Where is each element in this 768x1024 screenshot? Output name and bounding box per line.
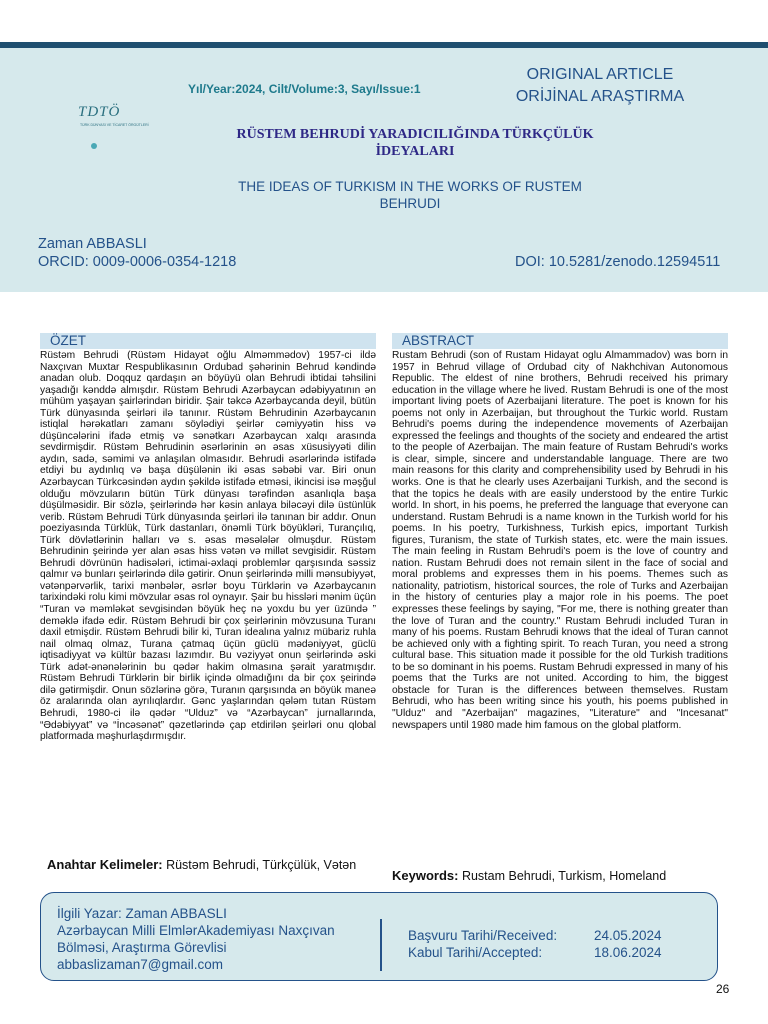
corresponding-author: İlgili Yazar: Zaman ABBASLI bbox=[57, 906, 227, 921]
received-date: 24.05.2024 bbox=[594, 928, 662, 943]
journal-logo bbox=[50, 68, 200, 164]
article-type-tr: ORİJİNAL ARAŞTIRMA bbox=[515, 88, 685, 105]
affiliation-line-1: Azərbaycan Milli ElmlərAkademiyası Naxçıvan bbox=[57, 923, 335, 938]
abstract-keywords-label: Keywords: bbox=[392, 868, 459, 883]
title-turkish: RÜSTEM BEHRUDİ YARADICILIĞINDA TÜRKÇÜLÜK İDEYALARI bbox=[236, 127, 594, 159]
title-english: THE IDEAS OF TURKISM IN THE WORKS OF RUSTEM BEHRUDI bbox=[238, 179, 582, 211]
author-orcid: ORCID: 0009-0006-0354-1218 bbox=[38, 254, 237, 270]
accepted-date: 18.06.2024 bbox=[594, 945, 662, 960]
received-row bbox=[408, 927, 662, 944]
article-type-en: ORIGINAL ARTICLE bbox=[526, 66, 674, 83]
abstract-text: Rustam Behrudi (son of Rustam Hidayat oglu Almammadov) was born in 1957 in Behrud village of Ordubad city of Nakhchivan Autonomous Republic. The eldest of nine brothers, Behrudi received his primary education in the village where he lived. Rustam Behrudi is one of the most important living poets of Azerbaijani literature. The poet is known for his poems not only in Azerbaijan, but throughout the Turkic world. Rustam Behrudi's poems during the independence movements of Azerbaijan expressed the feelings and thoughts of the society and endeared the artist to the people of Azerbaijan. The main feature of Rustam Behrudi's works is clear, simple, sincere and understandable language. There are two main reasons for this clarity and comprehensibility used by Behrudi in his works. One is that he clearly uses Azerbaijani Turkish, and the second is that the topics he deals with are easily understood by the entire Turkic world. In short, in his poems, he preferred the language that everyone can understand. Rustam Behrudi is a name known in the Turkish world for his poems. In his poetry, Turkishness, Turkish epics, important Turkish figures, Turanism, the state of Turkish states, etc. were the main issues. The main feeling in Rustam Behrudi's poem is the love of country and nation. Rustam Behrudi does not remain silent in the face of social and moral problems and expresses them in his poems. Themes such as nationality, patriotism, historical sources, the role of Turks and Azerbaijan in the history of centuries play a major role in his poems. The poet expresses these feelings by saying, "For me, there is nothing greater than the love of Turan and the country." Rustam Behrudi included Turan in many of his poems. Rustam Behrudi knows that the ideal of Turan cannot be achieved only with a fighting spirit. To reach Turan, you need a strong cultural base. This situation made it possible for the old Turkish traditions to be so dominant in his poems. Rustam Behrudi expressed in many of his poems that the Turks are not united. According to him, the biggest obstacle for Turan is the differences between themselves. Rustam Behrudi, who has been writing since his youth, his poems published in "Ulduz" and "Azerbaijan" magazines, "Literature" and "Incesanat" newspapers until 1980 made him famous on the global platform. bbox=[392, 350, 728, 731]
ozet-keywords bbox=[47, 857, 377, 873]
abstract-keywords-values: Rustam Behrudi, Turkism, Homeland bbox=[461, 869, 667, 883]
abstract-heading: ABSTRACT bbox=[392, 333, 728, 349]
doi-link[interactable]: DOI: 10.5281/zenodo.12594511 bbox=[515, 254, 721, 270]
logo-subtitle: TÜRK DÜNYASI VE TİCARET ÖRGÜTLERİ bbox=[80, 123, 149, 127]
logo-wordmark: TDTÖ bbox=[78, 104, 121, 120]
issue-line: Yıl/Year:2024, Cilt/Volume:3, Sayı/Issue:1 bbox=[188, 82, 421, 96]
abstract-keywords bbox=[392, 868, 728, 883]
correspondence-box bbox=[40, 892, 718, 981]
accepted-row bbox=[408, 944, 662, 961]
accepted-label: Kabul Tarihi/Accepted: bbox=[408, 945, 543, 960]
ozet-heading: ÖZET bbox=[40, 333, 376, 349]
info-divider bbox=[380, 919, 382, 971]
ozet-keywords-label: Anahtar Kelimeler: bbox=[47, 857, 163, 872]
header-rule bbox=[0, 42, 768, 48]
page-number: 26 bbox=[716, 982, 730, 996]
received-label: Başvuru Tarihi/Received: bbox=[408, 928, 558, 943]
dates-info bbox=[408, 927, 662, 961]
ozet-keywords-values: Rüstəm Behrudi, Türkçülük, Vətən bbox=[166, 858, 357, 872]
ozet-text: Rüstəm Behrudi (Rüstəm Hidayət oğlu Alməmmədov) 1957-ci ildə Naxçıvan Muxtar Respublikasının Ordubad şəhərinin Behrud kəndində anadan olub. Doqquz qardaşın ən böyüyü olan Behrudi ibtidai təhsilini yaşadığı kənddə almışdır. Rüstəm Behrudi Azərbaycan ədəbiyyatının ən mühüm yaşayan şairlərindən biridir. Şair təkcə Azərbaycanda deyil, bütün Türk dünyasında şeirləri ilə tanınır. Rüstəm Behrudinin Azərbaycanın istiqlal hərəkatları zamanı söylədiyi şeirlər cəmiyyətin hiss və düşüncələrini ifadə etmiş və sənətkarı Azərbaycan xalqı arasında sevdirmişdir. Rüstəm Behrudinin əsərlərinin ən əsas xüsusiyyəti dilin aydın, sadə, səmimi və anlaşılan olmasıdır. Behrudi əsərlərində istifadə etdiyi bu aydınlıq və başa düşülənin iki əsas səbəbi var. Biri onun Azərbaycan Türkcəsindən aydın şəkildə istifadə etməsi, ikincisi isə məşğul olduğu mövzuların bütün Türk dünyası tərəfindən asanlıqla başa düşülməsidir. Bir sözlə, şeirlərində hər kəsin anlaya biləcəyi dilə üstünlük verib. Rüstəm Behrudi Türk dünyasında şeirləri ilə tanınan bir addır. Onun poeziyasında Türklük, Türk dastanları, önəmli Türk böyükləri, Turançılıq, Türk dövlətlərinin halları və s. əsas məsələlər olmuşdur. Rüstəm Behrudinin şeirində yer alan əsas hiss vətən və millət sevgisidir. Rüstəm Behrudi dövrünün hadisələri, ictimai-əxlaqi problemlər qarşısında səssiz qalmır və bunları şeirlərində dilə gətirir. Onun şeirlərində milli mənsubiyyət, vətənpərvərlik, tarixi mənbələr, əsrlər boyu Türklərin və Azərbaycanın tarixindəki rolu kimi mövzular əsas rol oynayır. Şair bu hissləri mənim üçün “Turan və məmləkət sevgisindən böyük heç nə yoxdu bu yer üzündə ” deməklə ifadə edir. Rüstəm Behrudi bir çox şeirlərinin mövzusuna Turanı daxil etmişdir. Rüstəm Behrudi bilir ki, Turan idealına yalnız mübariz ruhla nail olmaq olmaz, Turana çatmaq üçün güclü mədəniyyət, güclü iqtisadiyyat və kültür bazası lazımdır. Bu vəziyyət onun şeirlərində əski Türk adət-ənənələrinin bu qədər hakim olmasına şərait yaratmışdır. Rüstəm Behrudi Türklərin bir birlik içində olmadığını da bir çox şeirində dilə gətirmişdir. Onun sözlərinə görə, Turanın qarşısında ən böyük maneə öz aralarında olan ayrılıqlardır. Gənc yaşlarından qələm tutan Rüstəm Behrudi, 1980-ci ilə qədər “Ulduz” və “Azərbaycan” jurnallarında, “Ədəbiyyat” və “İncəsənət” qəzetlərində çap etdirilən şeirləri onu qlobal platformada məşhurlaşdırmışdır. bbox=[40, 350, 376, 743]
affiliation-line-2: Bölməsi, Araştırma Görevlisi bbox=[57, 940, 227, 955]
author-email[interactable]: abbaslizaman7@gmail.com bbox=[57, 957, 224, 972]
corresponding-author-info bbox=[57, 905, 335, 973]
author-name: Zaman ABBASLI bbox=[38, 236, 147, 252]
